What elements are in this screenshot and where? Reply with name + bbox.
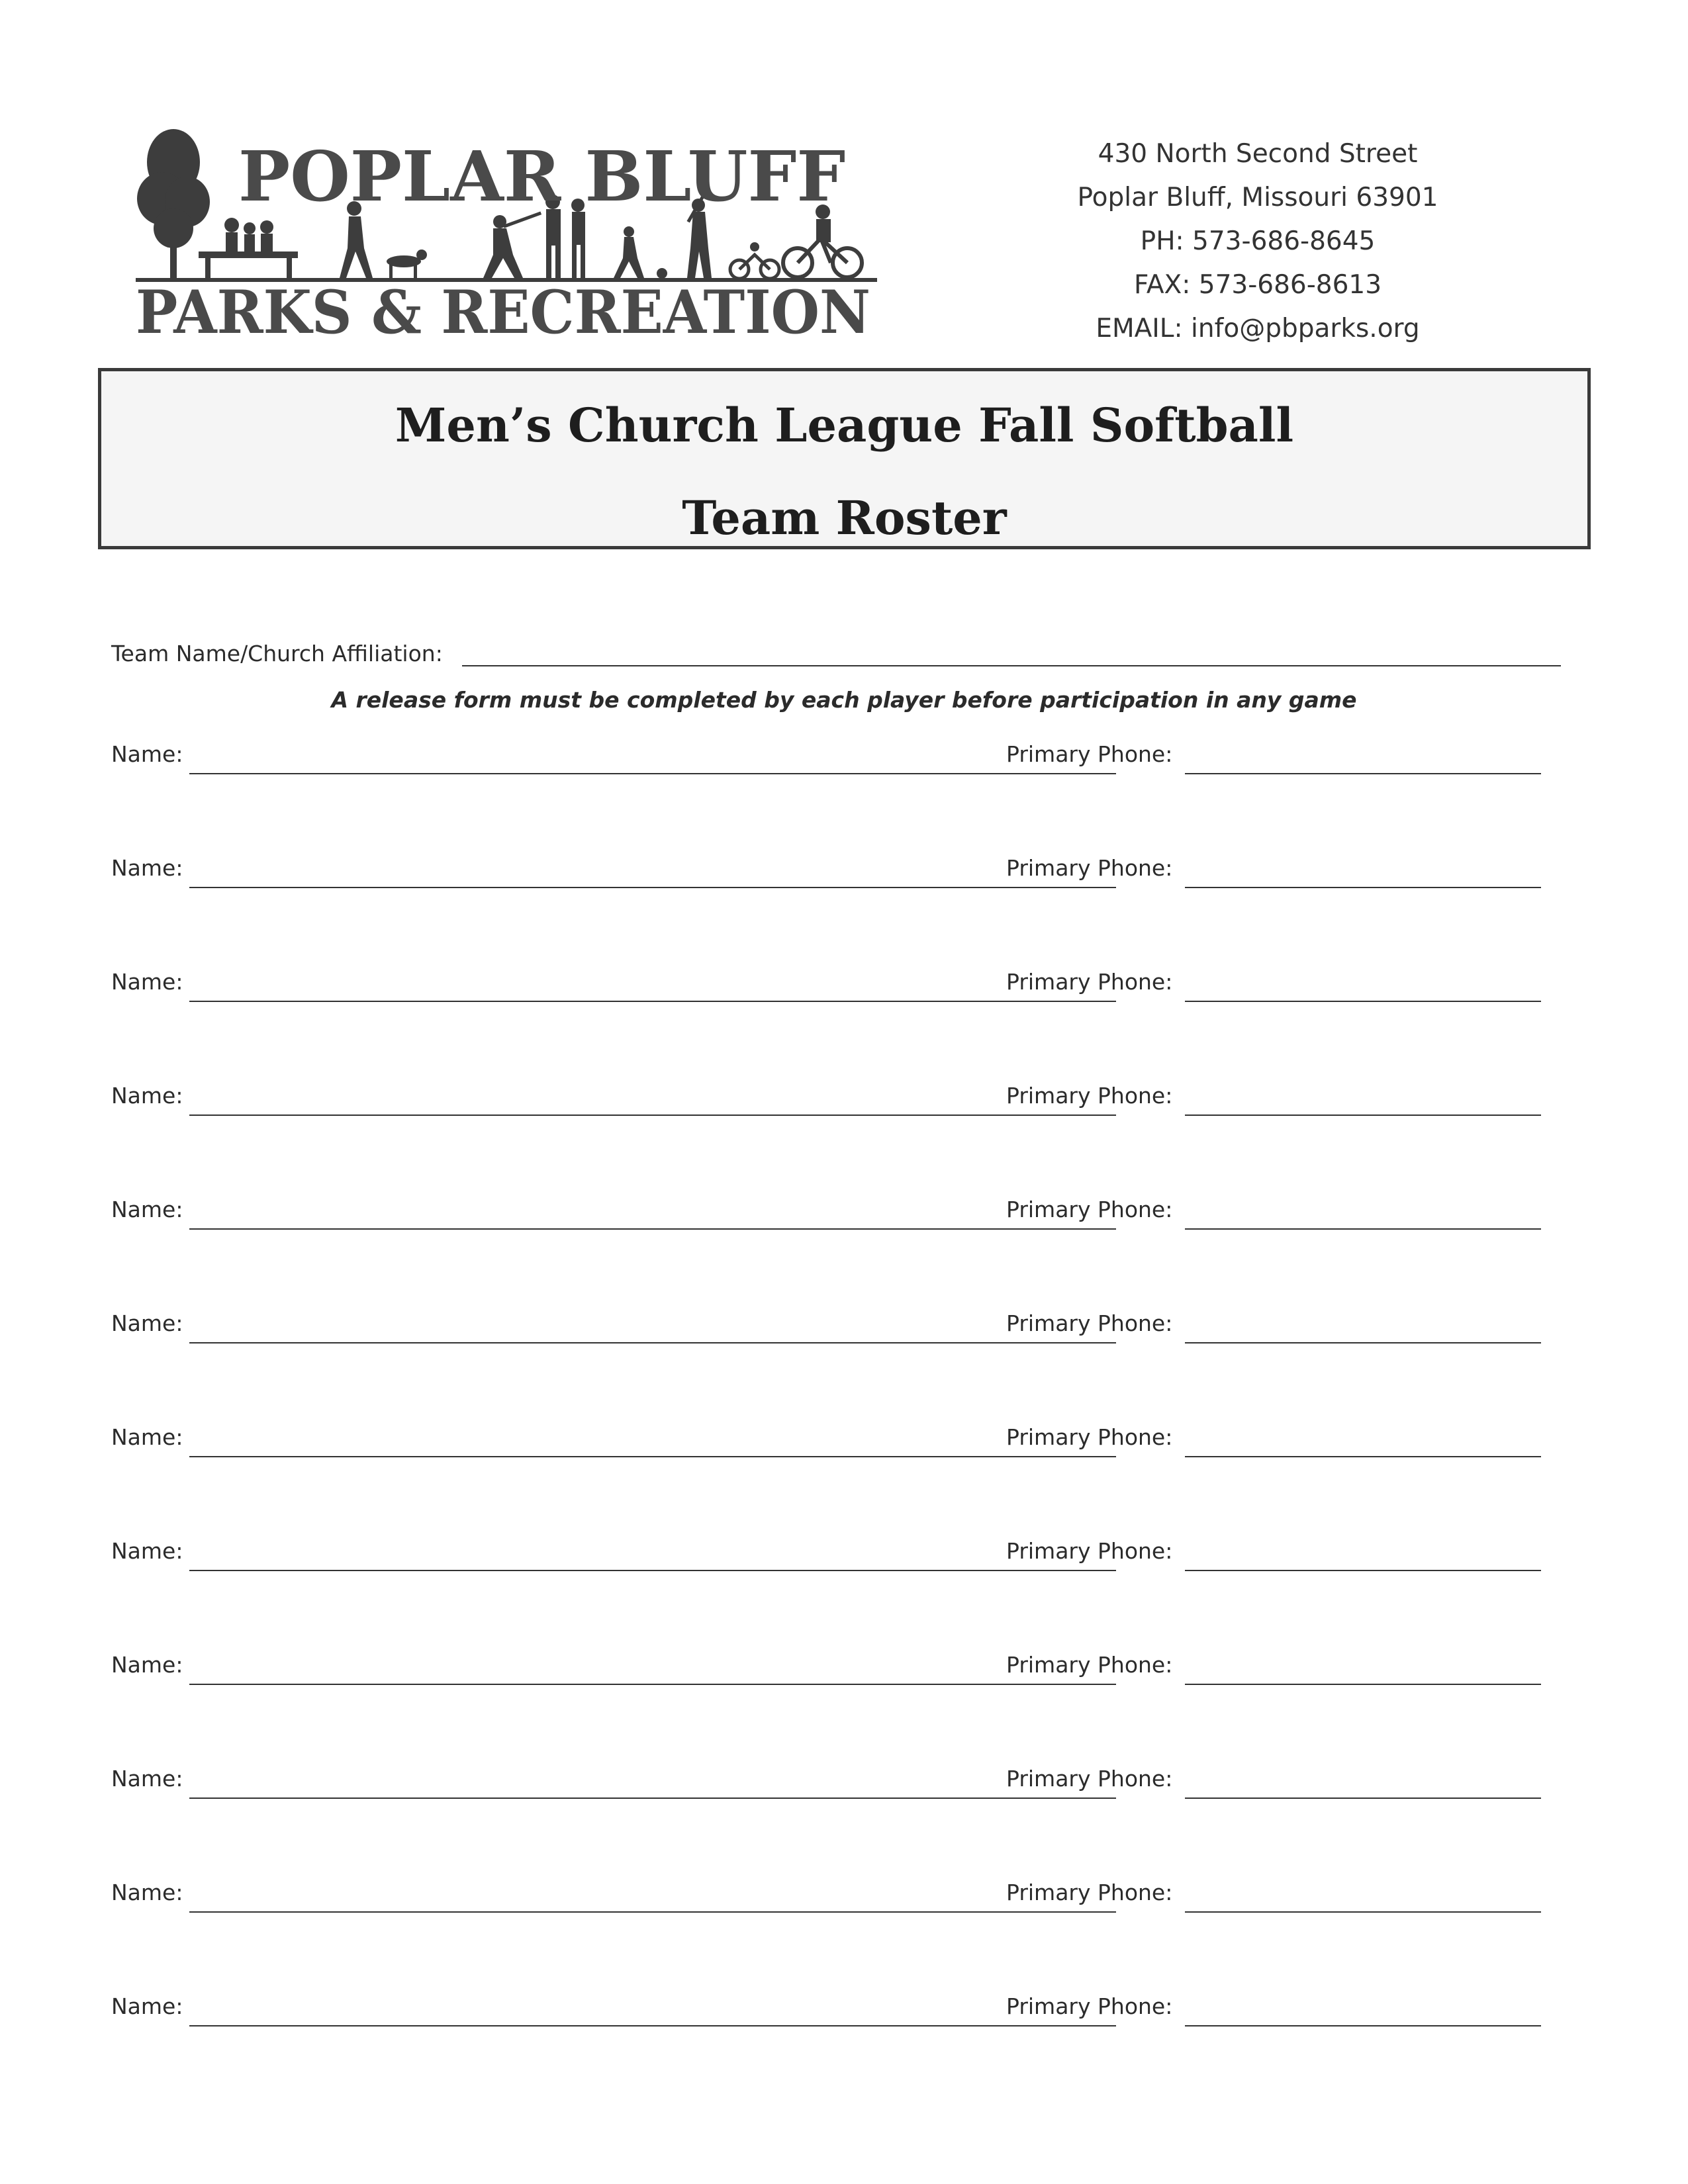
roster-row xyxy=(111,1083,1541,1197)
roster-list xyxy=(111,741,1541,2107)
phone-label: Primary Phone: xyxy=(1006,1766,1173,1792)
title-box xyxy=(98,368,1591,549)
logo-line1: POPLAR BLUFF xyxy=(238,136,846,217)
cyclist-icon xyxy=(783,238,862,277)
roster-row xyxy=(111,1424,1541,1538)
phone-field[interactable] xyxy=(1185,1456,1541,1457)
name-label: Name: xyxy=(111,741,183,767)
phone-label: Primary Phone: xyxy=(1006,1197,1173,1222)
phone-field[interactable] xyxy=(1185,1684,1541,1685)
contact-street: 430 North Second Street xyxy=(1098,139,1418,169)
phone-field[interactable] xyxy=(1185,1228,1541,1230)
roster-row xyxy=(111,1880,1541,1993)
roster-row xyxy=(111,1766,1541,1880)
name-field[interactable] xyxy=(189,1228,1116,1230)
phone-label: Primary Phone: xyxy=(1006,969,1173,995)
name-field[interactable] xyxy=(189,1797,1116,1799)
phone-field[interactable] xyxy=(1185,1001,1541,1002)
phone-field[interactable] xyxy=(1185,1570,1541,1571)
child-bike-icon xyxy=(730,255,779,279)
team-name-field[interactable] xyxy=(462,665,1561,666)
name-field[interactable] xyxy=(189,1342,1116,1343)
roster-row xyxy=(111,1538,1541,1652)
name-field[interactable] xyxy=(189,773,1116,774)
name-label: Name: xyxy=(111,1993,183,2019)
child-ball-icon xyxy=(614,226,667,279)
phone-field[interactable] xyxy=(1185,1797,1541,1799)
contact-phone: PH: 573-686-8645 xyxy=(1140,226,1376,256)
phone-field[interactable] xyxy=(1185,2025,1541,2026)
phone-label: Primary Phone: xyxy=(1006,1083,1173,1109)
name-label: Name: xyxy=(111,855,183,881)
phone-label: Primary Phone: xyxy=(1006,855,1173,881)
name-label: Name: xyxy=(111,969,183,995)
roster-row xyxy=(111,1197,1541,1310)
batter-icon xyxy=(483,211,541,278)
name-field[interactable] xyxy=(189,1570,1116,1571)
name-field[interactable] xyxy=(189,1684,1116,1685)
release-notice: A release form must be completed by each player before participation in any game xyxy=(331,687,1357,713)
contact-block xyxy=(1013,132,1503,351)
phone-field[interactable] xyxy=(1185,1911,1541,1913)
roster-row xyxy=(111,969,1541,1083)
phone-label: Primary Phone: xyxy=(1006,1310,1173,1336)
name-label: Name: xyxy=(111,1652,183,1678)
form-subtitle: Team Roster xyxy=(682,490,1007,545)
name-label: Name: xyxy=(111,1310,183,1336)
team-name-label: Team Name/Church Affiliation: xyxy=(111,641,443,666)
name-field[interactable] xyxy=(189,2025,1116,2026)
name-label: Name: xyxy=(111,1197,183,1222)
contact-city: Poplar Bluff, Missouri 63901 xyxy=(1077,183,1438,212)
name-label: Name: xyxy=(111,1424,183,1450)
roster-row xyxy=(111,1993,1541,2107)
roster-row xyxy=(111,855,1541,969)
phone-label: Primary Phone: xyxy=(1006,1993,1173,2019)
name-label: Name: xyxy=(111,1766,183,1792)
bench-people-icon xyxy=(199,218,298,278)
phone-label: Primary Phone: xyxy=(1006,1880,1173,1905)
name-label: Name: xyxy=(111,1880,183,1905)
team-name-row xyxy=(111,632,1561,672)
phone-field[interactable] xyxy=(1185,1115,1541,1116)
roster-row xyxy=(111,1310,1541,1424)
phone-field[interactable] xyxy=(1185,887,1541,888)
phone-field[interactable] xyxy=(1185,773,1541,774)
phone-label: Primary Phone: xyxy=(1006,1538,1173,1564)
name-field[interactable] xyxy=(189,887,1116,888)
name-field[interactable] xyxy=(189,1001,1116,1002)
name-label: Name: xyxy=(111,1083,183,1109)
logo-line2: PARKS & RECREATION xyxy=(136,277,870,341)
name-label: Name: xyxy=(111,1538,183,1564)
phone-label: Primary Phone: xyxy=(1006,741,1173,767)
form-title: Men’s Church League Fall Softball xyxy=(395,398,1294,453)
roster-row xyxy=(111,741,1541,855)
contact-email: EMAIL: info@pbparks.org xyxy=(1096,314,1420,343)
phone-label: Primary Phone: xyxy=(1006,1652,1173,1678)
name-field[interactable] xyxy=(189,1911,1116,1913)
phone-label: Primary Phone: xyxy=(1006,1424,1173,1450)
parks-logo xyxy=(136,122,877,341)
name-field[interactable] xyxy=(189,1456,1116,1457)
phone-field[interactable] xyxy=(1185,1342,1541,1343)
contact-fax: FAX: 573-686-8613 xyxy=(1133,270,1382,300)
name-field[interactable] xyxy=(189,1115,1116,1116)
roster-row xyxy=(111,1652,1541,1766)
